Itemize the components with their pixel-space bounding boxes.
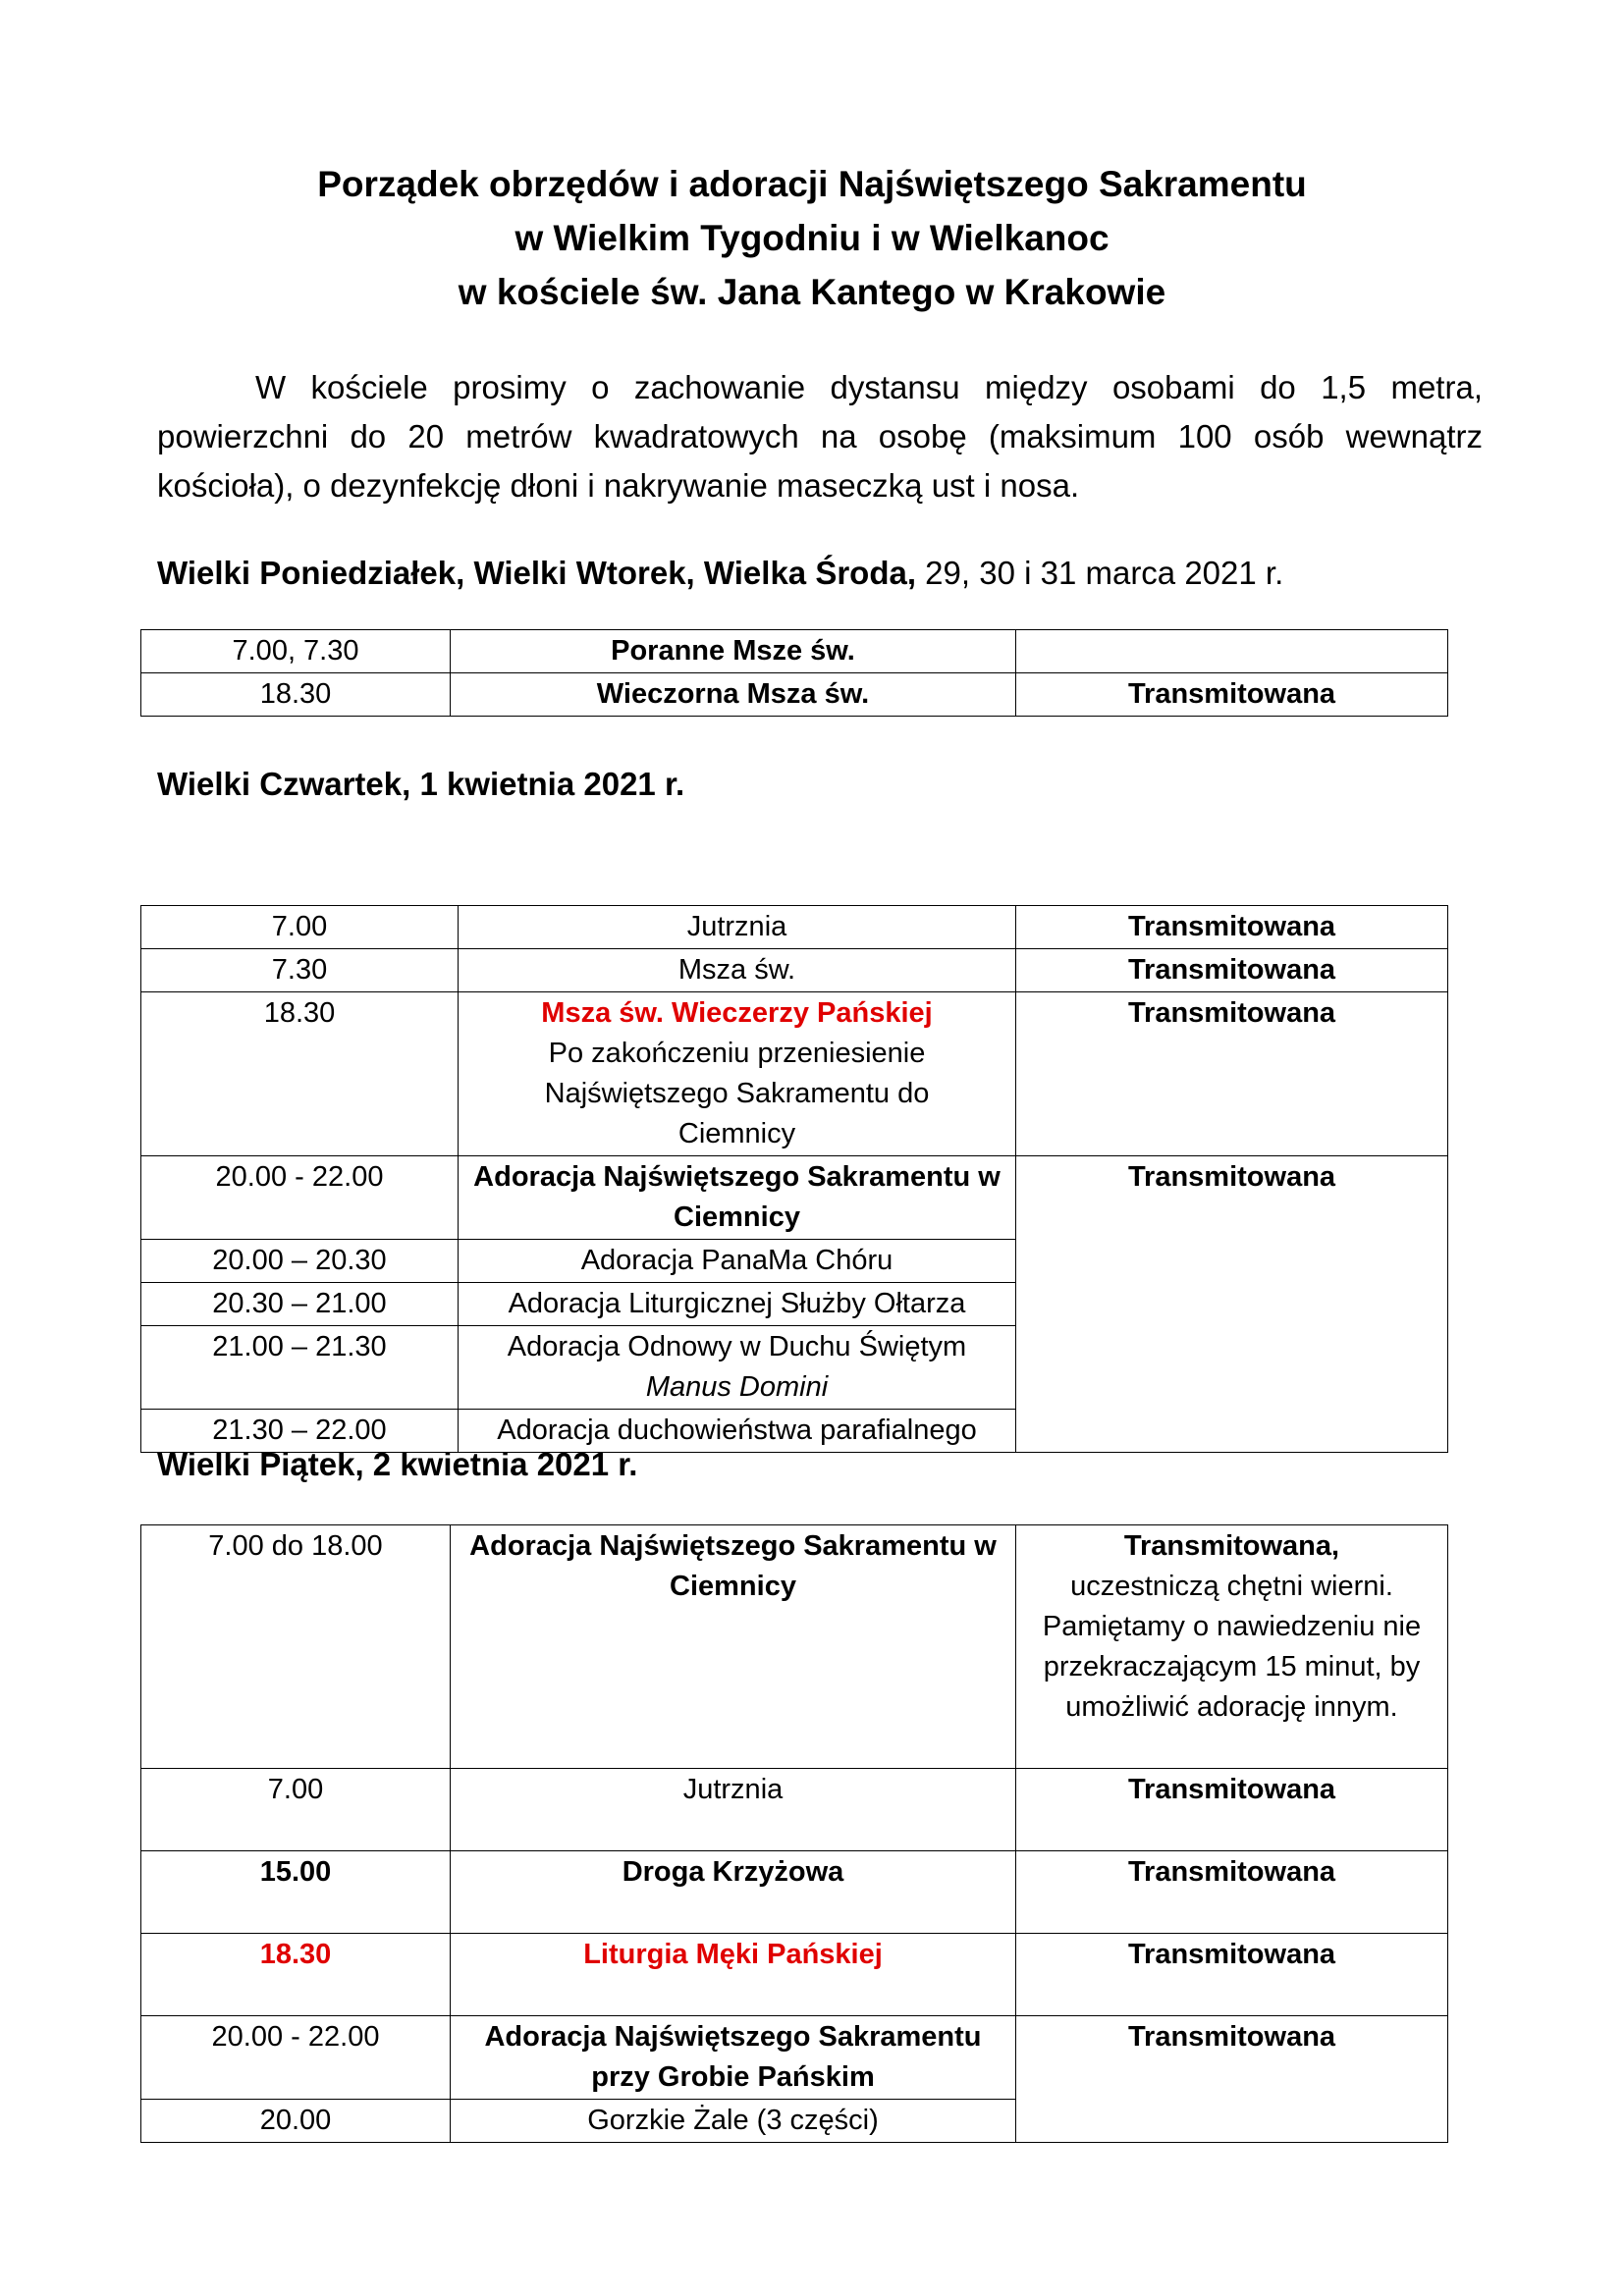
note-cell: Transmitowana [1016,673,1448,717]
note-cell [1016,630,1448,673]
table-row [141,1851,1448,1934]
title-line-3: w kościele św. Jana Kantego w Krakowie [458,272,1166,312]
event-description: Manus Domini [645,1371,829,1403]
table-row [141,1769,1448,1851]
time-cell: 7.00, 7.30 [141,630,451,673]
table-row [141,1156,1448,1240]
heading-friday: Wielki Piątek, 2 kwietnia 2021 r. [157,1446,638,1482]
heading-monday [157,555,1283,592]
table-row [141,949,1448,992]
time-cell: 7.00 [141,1769,451,1851]
table-friday [140,1524,1448,2143]
table-row [141,630,1448,673]
note-cell: Transmitowana [1016,2016,1448,2143]
event-cell: Adoracja Najświętszego Sakramentu przy Grobie Pańskim [451,2016,1016,2100]
event-title: Msza św. Wieczerzy Pańskiej [541,997,933,1029]
title-line-2: w Wielkim Tygodniu i w Wielkanoc [514,218,1110,258]
event-cell: Adoracja Liturgicznej Służby Ołtarza [459,1283,1016,1326]
heading-monday-bold: Wielki Poniedziałek, Wielki Wtorek, Wielka Środa, [157,555,917,591]
time-cell: 21.30 – 22.00 [141,1410,459,1453]
note-cell: Transmitowana [1016,949,1448,992]
table-thursday [140,905,1448,1453]
event-cell: Adoracja Najświętszego Sakramentu w Ciemnicy [459,1156,1016,1240]
time-cell: 20.00 – 20.30 [141,1240,459,1283]
heading-thursday: Wielki Czwartek, 1 kwietnia 2021 r. [157,766,685,802]
table-row [141,906,1448,949]
note-cell: Transmitowana [1016,992,1448,1156]
event-cell [459,992,1016,1156]
event-cell: Jutrznia [459,906,1016,949]
table-row [141,1525,1448,1769]
note-cell: Transmitowana [1016,1851,1448,1934]
time-cell: 15.00 [141,1851,451,1934]
table-row [141,992,1448,1156]
event-cell: Droga Krzyżowa [451,1851,1016,1934]
time-cell: 18.30 [141,673,451,717]
table-row [141,673,1448,717]
time-cell: 21.00 – 21.30 [141,1326,459,1410]
event-description: Po zakończeniu przeniesienie Najświętszego Sakramentu do Ciemnicy [544,1038,930,1149]
intro-text: W kościele prosimy o zachowanie dystansu między osobami do 1,5 metra, powierzchni do 20 metrów kwadratowych na osobę (maksimum 100 osób wewnątrz kościoła), o dezynfekcję dłoni i nakrywanie maseczką ust i nosa. [157,369,1483,504]
note-cell: Transmitowana [1016,906,1448,949]
table-row [141,2016,1448,2100]
time-cell: 20.00 - 22.00 [141,1156,459,1240]
note-cell: Transmitowana [1016,1934,1448,2016]
time-cell: 7.00 [141,906,459,949]
note-cell [1016,1525,1448,1769]
time-cell: 20.00 - 22.00 [141,2016,451,2100]
heading-monday-dates: 29, 30 i 31 marca 2021 r. [916,555,1284,591]
event-cell [459,1326,1016,1410]
event-cell: Adoracja duchowieństwa parafialnego [459,1410,1016,1453]
event-title: Adoracja Odnowy w Duchu Świętym [507,1331,967,1362]
time-cell: 18.30 [141,1934,451,2016]
event-cell: Msza św. [459,949,1016,992]
title-line-1: Porządek obrzędów i adoracji Najświętszego Sakramentu [317,164,1307,204]
time-cell: 18.30 [141,992,459,1156]
event-cell: Gorzkie Żale (3 części) [451,2100,1016,2143]
time-cell: 20.30 – 21.00 [141,1283,459,1326]
intro-paragraph [157,363,1483,510]
note-cell: Transmitowana [1016,1156,1448,1453]
time-cell: 7.30 [141,949,459,992]
note-title: Transmitowana, [1123,1530,1340,1562]
note-description: uczestniczą chętni wierni. Pamiętamy o nawiedzeniu nie przekraczającym 15 minut, by umożliwić adorację innym. [1042,1571,1422,1723]
event-cell: Wieczorna Msza św. [451,673,1016,717]
event-cell: Poranne Msze św. [451,630,1016,673]
event-cell: Liturgia Męki Pańskiej [451,1934,1016,2016]
table-row [141,1934,1448,2016]
event-cell: Adoracja Najświętszego Sakramentu w Ciemnicy [451,1525,1016,1769]
event-cell: Adoracja PanaMa Chóru [459,1240,1016,1283]
time-cell: 20.00 [141,2100,451,2143]
time-cell: 7.00 do 18.00 [141,1525,451,1769]
note-cell: Transmitowana [1016,1769,1448,1851]
document-title [0,157,1624,319]
table-monday [140,629,1448,717]
event-cell: Jutrznia [451,1769,1016,1851]
